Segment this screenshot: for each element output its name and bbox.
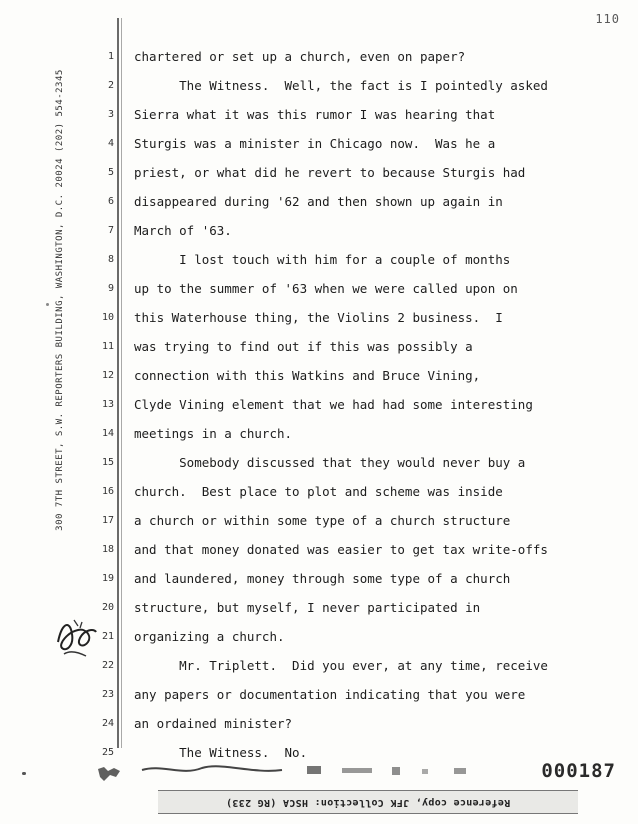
transcript-line: The Witness. Well, the fact is I pointedly asked <box>134 78 548 93</box>
line-number: 25 <box>101 747 114 758</box>
line-number: 10 <box>101 312 114 323</box>
transcript-line: up to the summer of '63 when we were called upon on <box>134 281 518 296</box>
transcript-line: structure, but myself, I never participated in <box>134 600 481 615</box>
speck-mark <box>22 772 26 775</box>
line-number: 1 <box>107 51 114 62</box>
line-number: 20 <box>101 602 114 613</box>
line-number: 15 <box>101 457 114 468</box>
transcript-line: March of '63. <box>134 223 232 238</box>
line-number: 9 <box>107 283 114 294</box>
line-number: 12 <box>101 370 114 381</box>
line-number: 22 <box>101 660 114 671</box>
transcript-line: I lost touch with him for a couple of months <box>134 252 511 267</box>
line-number: 7 <box>107 225 114 236</box>
line-number: 18 <box>101 544 114 555</box>
reference-copy-label <box>158 790 578 814</box>
line-number: 13 <box>101 399 114 410</box>
line-number: 3 <box>107 109 114 120</box>
transcript-line: Clyde Vining element that we had had some interesting <box>134 397 533 412</box>
transcript-line: disappeared during '62 and then shown up again in <box>134 194 503 209</box>
transcript-line: and that money donated was easier to get tax write-offs <box>134 542 548 557</box>
transcript-line: any papers or documentation indicating that you were <box>134 687 526 702</box>
scan-noise-band <box>102 758 612 784</box>
transcript-line: organizing a church. <box>134 629 285 644</box>
transcript-line: was trying to find out if this was possibly a <box>134 339 473 354</box>
transcript-line: a church or within some type of a church structure <box>134 513 511 528</box>
line-number: 2 <box>107 80 114 91</box>
transcript-line: church. Best place to plot and scheme was inside <box>134 484 503 499</box>
line-number: 21 <box>101 631 114 642</box>
line-number: 23 <box>101 689 114 700</box>
line-number: 19 <box>101 573 114 584</box>
reporter-address-vertical: 300 7TH STREET, S.W. REPORTERS BUILDING, WASHINGTON, D.C. 20024 (202) 554-2345 <box>55 69 65 531</box>
speck-mark <box>46 303 49 306</box>
transcript-line: Sturgis was a minister in Chicago now. Was he a <box>134 136 496 151</box>
line-number: 16 <box>101 486 114 497</box>
transcript-line: The Witness. No. <box>134 745 308 760</box>
transcript-line: Mr. Triplett. Did you ever, at any time, receive <box>134 658 548 673</box>
margin-rule <box>117 18 119 748</box>
transcript-line: Somebody discussed that they would never buy a <box>134 455 526 470</box>
line-number: 5 <box>107 167 114 178</box>
line-number: 4 <box>107 138 114 149</box>
line-number: 11 <box>101 341 114 352</box>
transcript-text <box>134 42 624 767</box>
page-number: 110 <box>595 12 620 26</box>
transcript-line: this Waterhouse thing, the Violins 2 business. I <box>134 310 503 325</box>
transcript-line: priest, or what did he revert to because Sturgis had <box>134 165 526 180</box>
transcript-line: connection with this Watkins and Bruce Vining, <box>134 368 481 383</box>
margin-rule-secondary <box>121 18 122 748</box>
transcript-line: chartered or set up a church, even on paper? <box>134 49 466 64</box>
line-number: 8 <box>107 254 114 265</box>
handwritten-initials-mark <box>52 612 100 660</box>
reference-copy-text: Reference copy, JFK Collection: HSCA (RG 233) <box>225 797 511 808</box>
line-number: 24 <box>101 718 114 729</box>
line-number: 6 <box>107 196 114 207</box>
line-number: 17 <box>101 515 114 526</box>
transcript-line: an ordained minister? <box>134 716 293 731</box>
transcript-line: meetings in a church. <box>134 426 293 441</box>
bates-stamp-number: 000187 <box>541 760 616 782</box>
line-number: 14 <box>101 428 114 439</box>
transcript-line: Sierra what it was this rumor I was hearing that <box>134 107 496 122</box>
transcript-line: and laundered, money through some type of a church <box>134 571 511 586</box>
